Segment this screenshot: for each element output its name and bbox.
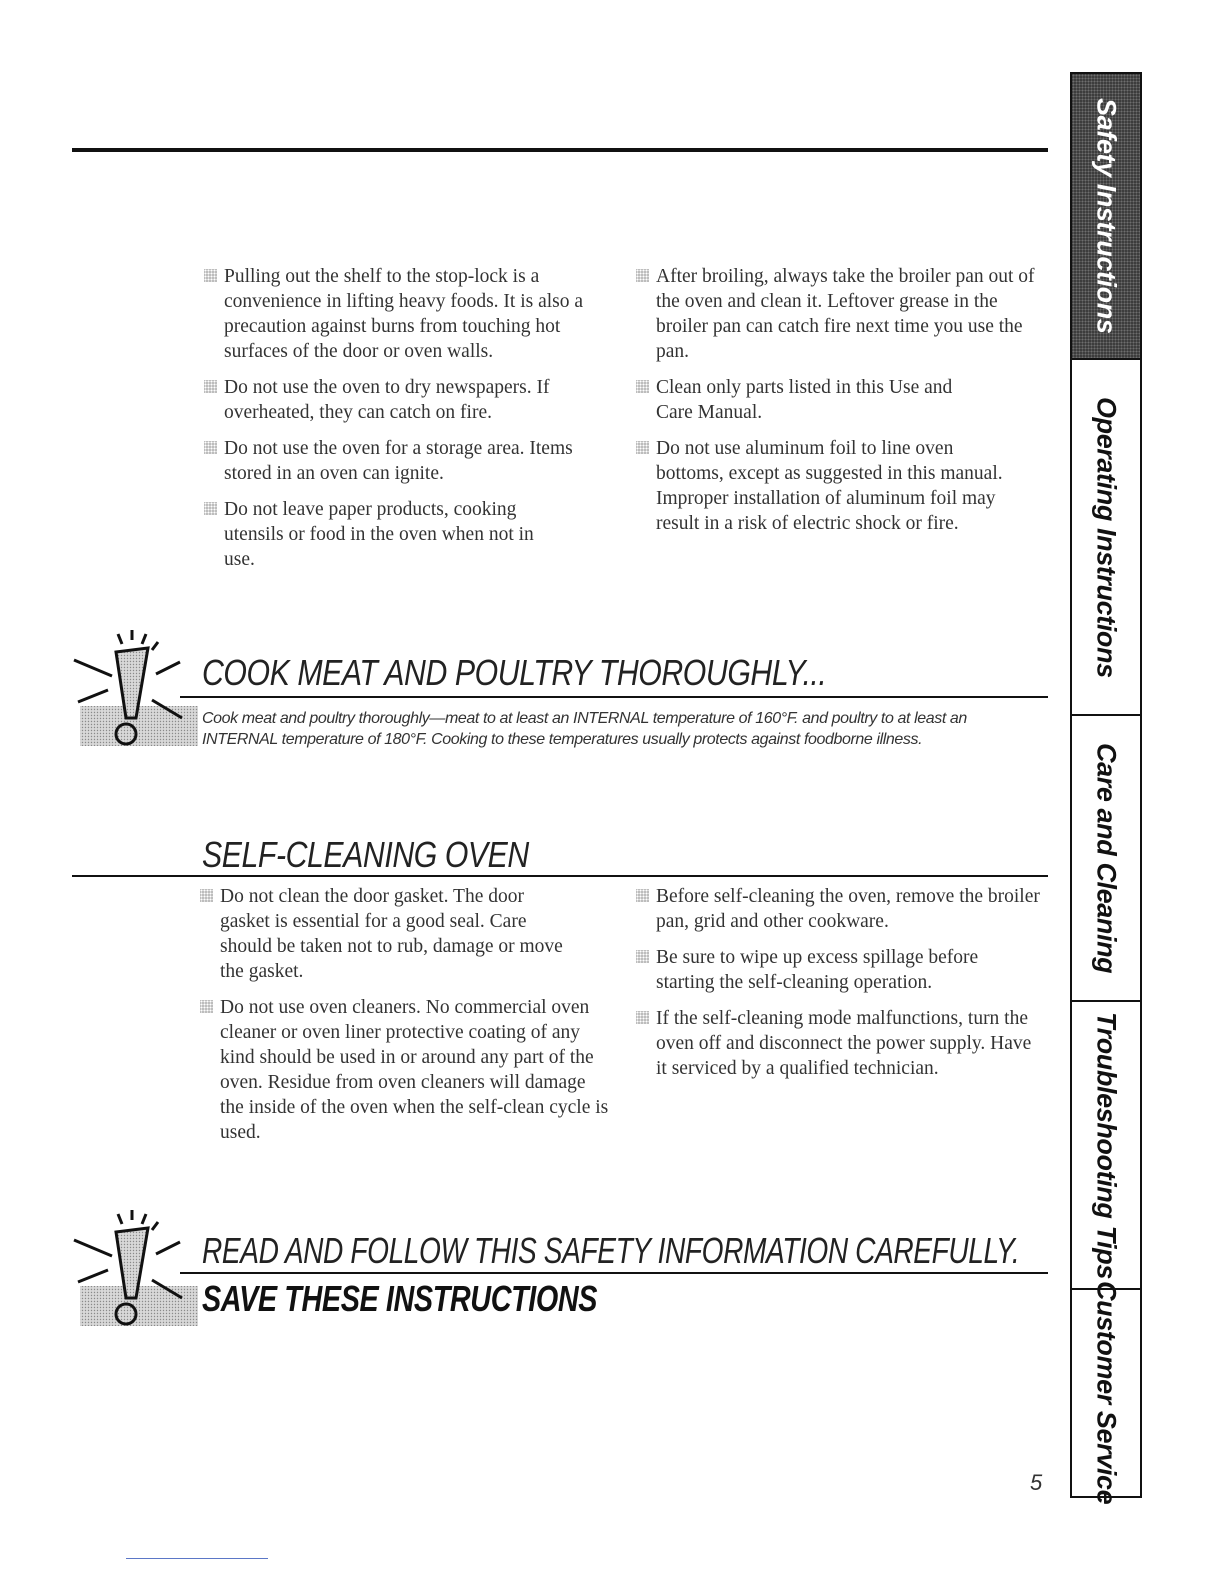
self-clean-rule: [72, 875, 1048, 877]
bullet-icon: [204, 380, 217, 393]
bullet-item: Do not use the oven to dry newspapers. If overheated, they can catch on fire.: [202, 375, 622, 425]
tab-operating-instructions[interactable]: [1072, 360, 1140, 716]
bullet-icon: [204, 441, 217, 454]
tab-care-and-cleaning[interactable]: [1072, 716, 1140, 1002]
tab-label: Safety Instructions: [1091, 98, 1122, 334]
bullet-item: If the self-cleaning mode malfunctions, turn the oven off and disconnect the power supply. Have it serviced by a qualified technician.: [634, 1006, 1046, 1081]
top-rule: [72, 148, 1048, 152]
footer-line: [126, 1558, 268, 1559]
final-heading: READ AND FOLLOW THIS SAFETY INFORMATION CAREFULLY.: [202, 1230, 1020, 1271]
self-clean-left-column: [198, 884, 610, 1156]
side-tab-bar: [1070, 72, 1142, 1505]
bullet-icon: [636, 269, 649, 282]
bullet-icon: [636, 950, 649, 963]
tab-label: Operating Instructions: [1091, 396, 1122, 678]
warning-exclamation-icon: [72, 1210, 202, 1330]
tab-label: Care and Cleaning: [1091, 742, 1122, 974]
bullet-icon: [200, 1000, 213, 1013]
bullet-icon: [204, 269, 217, 282]
tab-troubleshooting-tips[interactable]: [1072, 1002, 1140, 1290]
cook-text: Cook meat and poultry thoroughly—meat to at least an INTERNAL temperature of 160°F. and poultry to at least an INTERNAL temperature of 180°F. Cooking to these temperatures usually protects against foodborne illness.: [202, 710, 967, 748]
bullet-icon: [636, 889, 649, 902]
bullet-icon: [636, 1011, 649, 1024]
top-right-column: [634, 264, 1044, 547]
bullet-icon: [636, 441, 649, 454]
tab-safety-instructions[interactable]: [1072, 74, 1140, 360]
bullet-item: Do not use the oven for a storage area. Items stored in an oven can ignite.: [202, 436, 622, 486]
cook-rule: [180, 696, 1048, 698]
tab-label: Troubleshooting Tips: [1091, 1011, 1122, 1279]
bullet-item: Do not clean the door gasket. The door gasket is essential for a good seal. Care should be taken not to rub, damage or move the gasket.: [198, 884, 610, 984]
self-clean-right-column: [634, 884, 1046, 1092]
bullet-item: Clean only parts listed in this Use and Care Manual.: [634, 375, 1044, 425]
cook-heading: COOK MEAT AND POULTRY THOROUGHLY...: [202, 652, 827, 693]
bullet-icon: [200, 889, 213, 902]
page-number: 5: [1030, 1470, 1043, 1495]
final-rule: [180, 1272, 1048, 1274]
bullet-icon: [636, 380, 649, 393]
bullet-icon: [204, 502, 217, 515]
bullet-item: Before self-cleaning the oven, remove the broiler pan, grid and other cookware.: [634, 884, 1046, 934]
bullet-item: Do not use aluminum foil to line oven bottoms, except as suggested in this manual. Improper installation of aluminum foil may result in a risk of electric shock or fire.: [634, 436, 1044, 536]
bullet-item: Be sure to wipe up excess spillage before starting the self-cleaning operation.: [634, 945, 1046, 995]
bullet-item: Do not use oven cleaners. No commercial oven cleaner or oven liner protective coating of any kind should be used in or around any part of the oven. Residue from oven cleaners will damage the inside of the oven when the self-clean cycle is used.: [198, 995, 610, 1145]
tab-label: Customer Service: [1091, 1281, 1122, 1505]
tab-customer-service[interactable]: [1072, 1281, 1140, 1505]
bullet-item: Pulling out the shelf to the stop-lock is a convenience in lifting heavy foods. It is also a precaution against burns from touching hot surfaces of the door or oven walls.: [202, 264, 622, 364]
save-instructions: SAVE THESE INSTRUCTIONS: [202, 1278, 598, 1319]
top-left-column: [202, 264, 622, 583]
self-clean-heading: SELF-CLEANING OVEN: [202, 834, 529, 875]
bullet-item: After broiling, always take the broiler pan out of the oven and clean it. Leftover grease in the broiler pan can catch fire next time you use the pan.: [634, 264, 1044, 364]
bullet-item: Do not leave paper products, cooking utensils or food in the oven when not in use.: [202, 497, 622, 572]
warning-exclamation-icon: [72, 630, 202, 750]
